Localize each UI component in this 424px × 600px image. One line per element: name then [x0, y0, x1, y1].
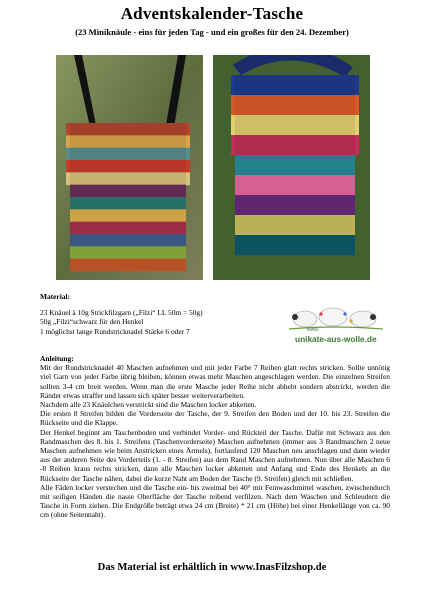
shop-logo [285, 305, 387, 349]
instructions-section [40, 354, 390, 520]
bag-photo-2 [213, 55, 370, 280]
instructions-paragraph: Die ersten 8 Streifen bilden die Vorderseite der Tasche, der 9. Streifen den Boden und der 10. bis 23. Streifen die Rückseite und die Klappe. [40, 409, 390, 428]
logo-caption: unikate-aus-wolle.de [295, 334, 377, 344]
logo-small-text: www. [307, 327, 319, 333]
page-title: Adventskalender-Tasche [120, 4, 304, 23]
bag-photo-1 [56, 55, 203, 280]
footer-note: Das Material ist erhältlich in www.InasFilzshop.de [97, 562, 327, 573]
instructions-paragraph: Nachdem alle 23 Knäulchen verstrickt sind die Maschen locker abketten. [40, 400, 257, 410]
instructions-paragraph: Der Henkel beginnt am Taschenboden und verbindet Vorder- und Rückteil der Tasche. Dafür mit Schwarz aus den Randmaschen des 8. bis 1. Streifens (Taschenvorderseite) Maschen aufnehmen (immer aus 3 Randmaschen 2 neue Maschen aufnehmen wie beim Anstricken eines Ärmels), fortlaufend 120 Maschen neu anschlagen und dann wieder aus der anderen Seite des Vorderteils (1. - 8. Streifen) aus dem Rand Maschen aufnehmen. Nun über alle Maschen 6 -8 Reihen kraus rechts stricken, dann alle Maschen locker abketten und Anfang und Ende des Henkels an die Rückseite der Tasche nähen, dabei die kurze Naht am Boden der Tasche (9. Streifen) gleich mit schließen. [40, 427, 390, 483]
material-line: 1 möglichst lange Rundstricknadel Stärke 6 oder 7 [40, 326, 190, 336]
material-label: Material: [40, 292, 70, 301]
instructions-paragraph: Alle Fäden locker verstechen und die Tasche ein- bis zweimal bei 40° mit Feinwaschmittel waschen, zwischendurch mit seifigen Händen die nasse Oberfläche der Tasche reibend verfilzen. Nach dem Waschen und Schleudern die Tasche in Form ziehen. Die Endgröße beträgt etwa 24 cm (Breite) * 21 cm (Höhe) bei einer Henkellänge von ca. 90 cm (ohne Seitennaht). [40, 482, 390, 520]
material-line: 50g „Filzi“schwarz für den Henkel [40, 317, 144, 327]
instructions-paragraph: Mit der Rundstricknadel 40 Maschen aufnehmen und mit jeder Farbe 7 Reihen glatt rechts stricken. Sollte unnötig viel Garn von jeder Farbe übrig bleiben, können etwas mehr Maschen angeschlagen werden. Die einzelnen Streifen sollten 3-4 cm breit werden. Wenn man die erste Masche jeder Reihe nicht abhebt sondern abstrickt, werden die Ränder etwas straffer und lassen sich später besser weiterverarbeiten. [40, 363, 390, 400]
material-line: 23 Knäuel à 10g Strickfilzgarn („Filzi“ LL 50m = 50g) [40, 308, 203, 318]
instructions-label: Anleitung: [40, 354, 74, 363]
page-subtitle: (23 Miniknäule - eins für jeden Tag - und ein großes für den 24. Dezember) [75, 27, 349, 37]
